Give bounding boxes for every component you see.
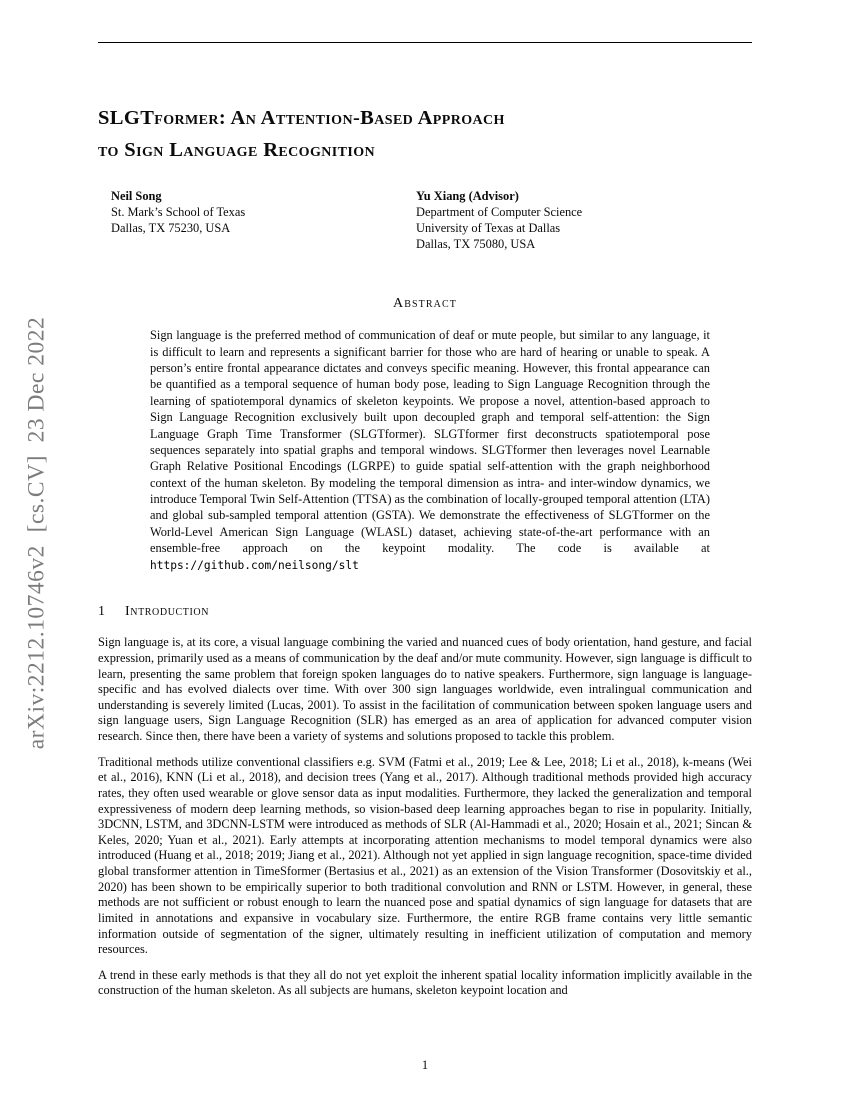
page-number: 1 [421, 1058, 429, 1072]
author-affiliation-line: University of Texas at Dallas [416, 221, 561, 235]
intro-paragraph-3: A trend in these early methods is that they all do not yet exploit the inherent spatial locality information implicitly available in the construction of the human skeleton. As all subjects are humans, skeleton keypoint location and [98, 967, 752, 998]
section-title: Introduction [125, 604, 210, 620]
paper-title-line-1: SLGTformer: An Attention-Based Approach [98, 107, 505, 129]
author-affiliation-line: Dallas, TX 75230, USA [111, 221, 231, 235]
author-affiliation-line: St. Mark’s School of Texas [111, 204, 246, 219]
author-blocks [98, 188, 752, 253]
abstract-body [150, 327, 710, 573]
section-heading-introduction [98, 604, 752, 620]
header-rule [98, 42, 752, 43]
paper-content [98, 0, 752, 999]
author-name: Neil Song [111, 188, 162, 203]
paper-title-line-2: to Sign Language Recognition [98, 139, 376, 162]
section-number: 1 [98, 604, 105, 620]
author-affiliation-line: Dallas, TX 75080, USA [416, 237, 536, 252]
author-block-2 [416, 188, 721, 253]
author-affiliation-line: Department of Computer Science [416, 204, 583, 219]
abstract-heading: Abstract [393, 296, 457, 312]
paper-title [98, 102, 752, 167]
arxiv-watermark: arXiv:2212.10746v2 [cs.CV] 23 Dec 2022 [23, 316, 50, 750]
intro-paragraph-1: Sign language is, at its core, a visual language combining the varied and nuanced cues of body orientation, hand gesture, and facial expression, primarily used as a means of communication by the deaf and/or mute community. However, sign language is difficult to learn, presenting the same problem that foreign spoken languages do to native speakers. Furthermore, sign language is language-specific and has evolved dialects over time. With over 300 sign languages worldwide, even intralingual communication and understanding is severely limited (Lucas, 2001). To assist in the facilitation of communication between spoken language users and sign language users, Sign Language Recognition (SLR) has emerged as an area of application for advanced computer vision research. Since then, there have been a variety of systems and solutions proposed to tackle this problem. [98, 635, 752, 744]
author-block-1 [111, 188, 416, 253]
code-link[interactable]: https://github.com/neilsong/slt [150, 558, 359, 572]
abstract-text: Sign language is the preferred method of communication of deaf or mute people, but similar to any language, it is difficult to learn and represents a significant barrier for those who are hard of hearing or unable to speak. A person’s entire frontal appearance dictates and conveys specific meaning. However, this frontal appearance can be quantified as a temporal sequence of human body pose, leading to Sign Language Recognition through the learning of spatiotemporal dynamics of skeleton keypoints. We propose a novel, attention-based approach to Sign Language Recognition exclusively built upon decoupled graph and temporal self-attention: the Sign Language Graph Time Transformer (SLGTformer). SLGTformer first deconstructs spatiotemporal pose sequences separately into spatial graphs and temporal windows. SLGTformer then leverages novel Learnable Graph Relative Positional Encodings (LGRPE) to guide spatial self-attention with the graph neighborhood context of the human skeleton. By modeling the temporal dimension as intra- and inter-window dynamics, we introduce Temporal Twin Self-Attention (TTSA) as the combination of locally-grouped temporal attention (LTA) and global sub-sampled temporal attention (GSTA). We demonstrate the effectiveness of SLGTformer on the World-Level American Sign Language (WLASL) dataset, achieving state-of-the-art performance with an ensemble-free approach on the keypoint modality. The code is available at [150, 328, 710, 556]
author-name: Yu Xiang (Advisor) [416, 188, 519, 203]
intro-paragraph-2: Traditional methods utilize conventional classifiers e.g. SVM (Fatmi et al., 2019; Lee & Lee, 2018; Li et al., 2018), k-means (Wei et al., 2016), KNN (Li et al., 2018), and decision trees (Yang et al., 2017). Although traditional methods provided high accuracy rates, they often used wearable or glove sensor data as input modalities. Furthermore, they lacked the generalization and temporal expressiveness of modern deep learning methods, so vision-based deep learning approaches began to rise in popularity. Initially, 3DCNN, LSTM, and 3DCNN-LSTM were introduced as methods of SLR (Al-Hammadi et al., 2020; Hosain et al., 2021; Sincan & Keles, 2020; Yuan et al., 2021). Early attempts at incorporating attention mechanisms to model temporal dynamics were also introduced (Huang et al., 2018; 2019; Jiang et al., 2021). Although not yet applied in sign language recognition, space-time divided global transformer attention in TimeSformer (Bertasius et al., 2021) as an extension of the Vision Transformer (Dosovitskiy et al., 2020) has been shown to be empirically superior to both traditional convolution and RNN or LSTM. However, in general, these methods are not sufficient or robust enough to learn the nuanced pose and spatial dynamics of sign language for datasets that are limited in annotations and expansive in vocabulary size. Furthermore, the entire RGB frame contains very little semantic information outside of segmentation of the signer, ultimately resulting in inefficient utilization of computation and memory resources. [98, 754, 752, 957]
